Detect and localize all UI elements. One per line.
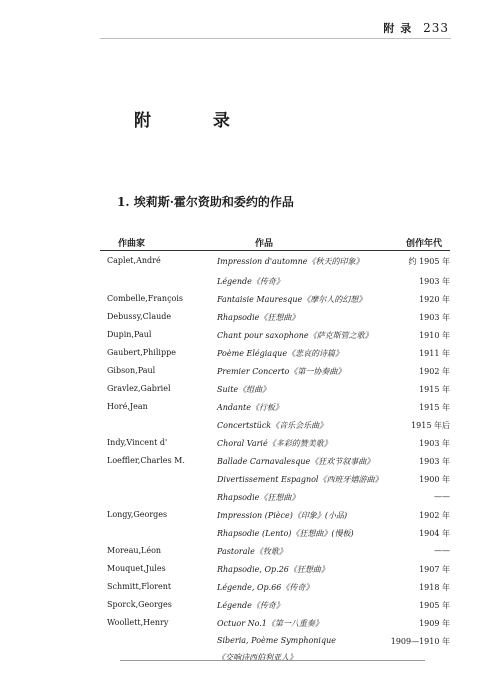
work-cell: Légende《传奇》 (217, 601, 284, 610)
table-row (100, 326, 450, 346)
table-row (100, 252, 450, 272)
composer-cell: Gibson,Paul (107, 366, 156, 375)
year-cell: 1903 年 (419, 457, 450, 466)
header-work: 作品 (255, 239, 274, 249)
table-row (100, 542, 450, 562)
composer-cell: Gaubert,Philippe (107, 348, 176, 357)
header-year: 创作年代 (405, 239, 442, 249)
year-cell: 1907 年 (419, 565, 450, 574)
work-cell: Choral Varié《多彩的赞美歌》 (217, 439, 332, 448)
composer-cell: Woollett,Henry (107, 618, 169, 627)
header-composer: 作曲家 (118, 239, 146, 249)
works-table (100, 234, 450, 662)
year-cell: 1915 年后 (411, 421, 450, 430)
table-row (100, 578, 450, 598)
work-cell: Divertissement Espagnol《西班牙嬉游曲》 (217, 475, 383, 484)
year-cell: 1909—1910 年 (390, 637, 450, 646)
table-row (100, 524, 450, 544)
year-cell: 1911 年 (419, 349, 450, 358)
year-cell: 1902 年 (419, 367, 450, 376)
work-cell: Légende, Op.66《传奇》 (217, 583, 314, 592)
year-cell: 1909 年 (419, 619, 450, 628)
table-row (100, 272, 450, 292)
year-cell: 1910 年 (419, 331, 450, 340)
year-cell: 1903 年 (419, 277, 450, 286)
work-cell: Rhapsodie (Lento)《狂想曲》(慢板) (217, 529, 354, 538)
work-cell: Pastorale《牧歌》 (217, 547, 287, 556)
year-cell: 1915 年 (419, 385, 450, 394)
composer-cell: Indy,Vincent d' (107, 438, 168, 447)
year-cell: 1905 年 (419, 601, 450, 610)
composer-cell: Schmitt,Florent (107, 582, 172, 591)
composer-cell: Moreau,Léon (107, 546, 162, 555)
work-cell: Impression (Pièce)《印象》(小品) (217, 511, 348, 520)
composer-cell: Horé,Jean (107, 402, 148, 411)
composer-cell: Debussy,Claude (107, 312, 172, 321)
year-cell: —— (434, 492, 450, 501)
work-cell: Octuor No.1《第一八重奏》 (217, 619, 323, 628)
table-header (100, 234, 450, 251)
work-cell: Rhapsodie, Op.26《狂想曲》 (217, 565, 329, 574)
work-cell: Poème Elégiaque《悲哀的诗篇》 (217, 349, 344, 358)
appendix-title: 附 录 (134, 111, 258, 131)
year-cell: 1915 年 (419, 403, 450, 412)
table-row (100, 560, 450, 580)
composer-cell: Dupin,Paul (107, 330, 152, 339)
footer-rule (120, 660, 425, 661)
table-row (100, 290, 450, 310)
composer-cell: Loeffler,Charles M. (107, 456, 185, 465)
year-cell: 1902 年 (419, 511, 450, 520)
composer-cell: Gravlez,Gabriel (107, 384, 171, 393)
work-cell: Ballade Carnavalesque《狂欢节叙事曲》 (217, 457, 375, 466)
table-row (100, 596, 450, 616)
work-cell: Premier Concerto《第一协奏曲》 (217, 367, 346, 376)
composer-cell: Sporck,Georges (107, 600, 172, 609)
composer-cell: Combelle,François (107, 294, 184, 303)
year-cell: 1900 年 (419, 475, 450, 484)
table-row (100, 416, 450, 436)
work-cell: Fantaisie Mauresque《摩尔人的幻想》 (217, 295, 367, 304)
year-cell: 1904 年 (419, 529, 450, 538)
work-cell: 《交响诗西伯利亚人》 (217, 653, 297, 662)
composer-cell: Longy,Georges (107, 510, 168, 519)
composer-cell: Caplet,André (107, 256, 161, 265)
table-row (100, 362, 450, 382)
header-section-label: 附 录 (383, 22, 413, 35)
year-cell: —— (434, 546, 450, 555)
work-cell: Légende《传奇》 (217, 277, 284, 286)
running-header (383, 20, 449, 36)
work-cell: Andante《行板》 (217, 403, 283, 412)
section-title: 1. 埃莉斯·霍尔资助和委约的作品 (117, 195, 294, 209)
table-row (100, 434, 450, 454)
table-row (100, 488, 450, 508)
year-cell: 1920 年 (419, 295, 450, 304)
table-row (100, 308, 450, 328)
work-cell: Rhapsodie《狂想曲》 (217, 493, 300, 502)
work-cell: Concertstück《音乐会乐曲》 (217, 421, 328, 430)
table-row (100, 398, 450, 418)
work-cell: Siberia, Poème Symphonique (217, 636, 336, 645)
table-row (100, 648, 450, 668)
work-cell: Impression d'automne《秋天的印象》 (217, 257, 364, 266)
year-cell: 1903 年 (419, 439, 450, 448)
composer-cell: Mouquet,Jules (107, 564, 166, 573)
work-cell: Rhapsodie《狂想曲》 (217, 313, 300, 322)
table-row (100, 344, 450, 364)
work-cell: Chant pour saxophone《萨克斯管之歌》 (217, 331, 373, 340)
table-row (100, 470, 450, 490)
table-row (100, 614, 450, 634)
table-row (100, 452, 450, 472)
header-rule (100, 38, 451, 39)
year-cell: 1918 年 (419, 583, 450, 592)
table-row (100, 380, 450, 400)
table-row (100, 506, 450, 526)
work-cell: Suite《组曲》 (217, 385, 271, 394)
year-cell: 约 1905 年 (408, 257, 450, 266)
page-number: 233 (423, 21, 449, 35)
year-cell: 1903 年 (419, 313, 450, 322)
